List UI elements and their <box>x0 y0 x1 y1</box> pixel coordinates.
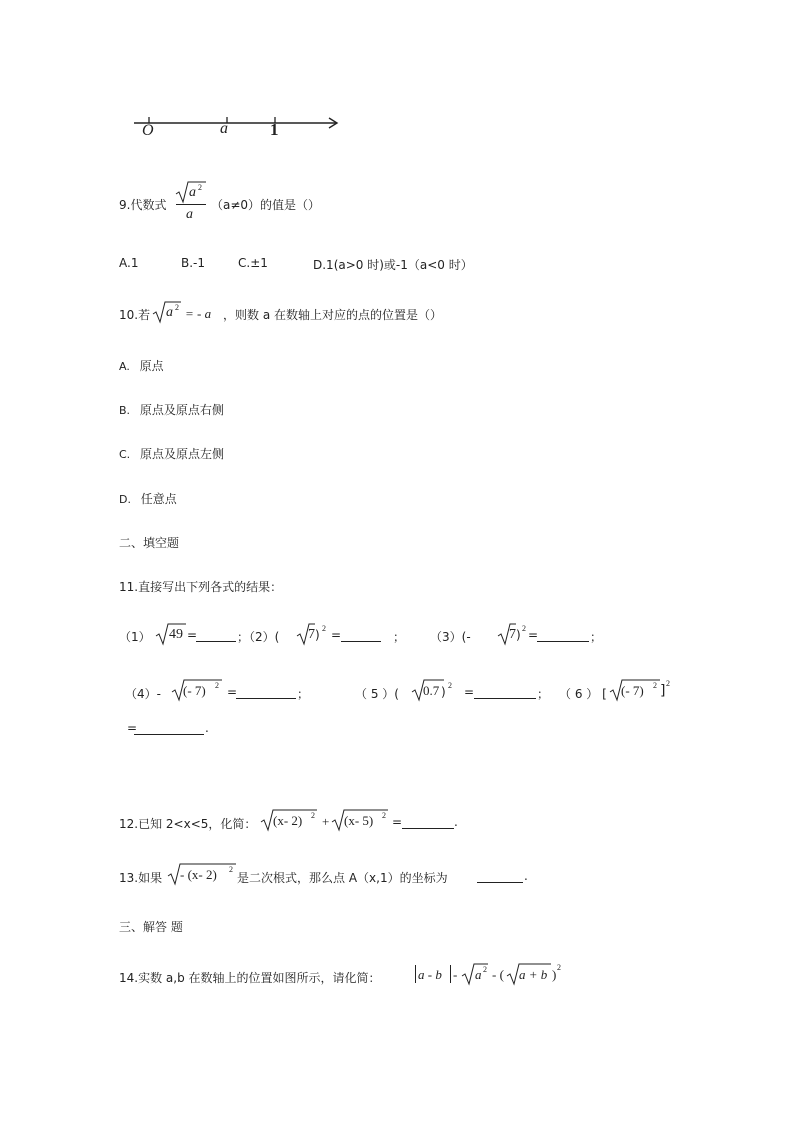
q10-rad-a: a <box>166 305 173 320</box>
q9-fraction-bar <box>176 204 206 205</box>
q14-minus-1: - <box>453 967 458 982</box>
q11-title: 11.直接写出下列各式的结果： <box>119 580 283 594</box>
q14-abs-expr: a - b <box>418 967 442 982</box>
q11-p3-sep: ； <box>590 630 603 644</box>
q11-p3-radicand: 7 <box>509 627 516 642</box>
q11-p2-radicand: 7 <box>308 627 315 642</box>
q12-exp-1: 2 <box>311 811 315 820</box>
q12-exp-2: 2 <box>382 811 386 820</box>
q11-p6-eq: = <box>127 721 138 735</box>
q11-p6-blank <box>134 723 204 735</box>
q11-p2-label: ；（2）( <box>237 630 280 644</box>
q11-p4-label: （4）- <box>125 687 161 701</box>
q12-prefix: 12.已知 2<x<5，化简： <box>119 817 257 831</box>
q11-p5-exp: 2 <box>448 681 452 690</box>
q11-p1-label: （1） <box>119 630 151 644</box>
q9-option-c: C.±1 <box>238 256 268 270</box>
q11-p2-exp: 2 <box>322 624 326 633</box>
q11-p6-close: ] <box>660 683 666 699</box>
q13-radicand: - (x- 2) <box>180 867 217 882</box>
q11-p1-blank <box>196 630 236 642</box>
q10-option-d <box>119 490 177 507</box>
q11-p6-radicand: (- 7) <box>621 683 644 698</box>
q13-exp: 2 <box>229 865 233 874</box>
q12-end: . <box>454 815 458 829</box>
q11-p3-exp: 2 <box>522 624 526 633</box>
q11-p6-label: （ 6 ） [ <box>559 687 607 701</box>
q10-option-b <box>119 401 224 418</box>
q10-option-a-text: 原点 <box>139 359 164 373</box>
q14-minus-2: - ( <box>492 967 504 982</box>
q9-num-exp: 2 <box>198 183 202 192</box>
q13-end: . <box>524 869 528 883</box>
q9-option-a: A.1 <box>119 256 139 270</box>
section-2-heading: 二、填空题 <box>119 536 180 550</box>
number-line-figure <box>128 108 348 148</box>
q11-p4-blank <box>236 687 296 699</box>
question-14 <box>119 962 579 988</box>
q11-p4-sep: ； <box>297 687 310 701</box>
q13-blank <box>477 871 523 883</box>
q10-option-c <box>119 445 224 462</box>
q10-option-a-letter: A. <box>119 360 130 373</box>
q9-den-a: a <box>186 207 193 222</box>
q9-prefix: 9.代数式 <box>119 198 167 212</box>
q11-p5-label: （ 5 ）( <box>355 687 399 701</box>
q11-p3-label: （3）(- <box>430 630 471 644</box>
q11-p5-blank <box>474 687 536 699</box>
q14-prefix: 14.实数 a,b 在数轴上的位置如图所示，请化简： <box>119 971 381 985</box>
q11-p4-exp: 2 <box>215 681 219 690</box>
section-3-heading: 三、解答 题 <box>119 920 183 934</box>
q11-p3-eq: = <box>528 628 539 642</box>
q11-p6-exp: 2 <box>666 679 670 688</box>
q12-radicand-2: (x- 5) <box>344 813 374 828</box>
q9-num-a: a <box>189 185 196 200</box>
q10-option-c-text: 原点及原点左侧 <box>140 447 225 461</box>
q14-close: ) <box>552 967 557 982</box>
q10-prefix: 10.若 <box>119 308 151 322</box>
q12-plus: + <box>322 814 330 829</box>
q9-fraction <box>175 180 207 226</box>
label-one: 1 <box>270 120 279 139</box>
q11-p5-sep: ； <box>537 687 550 701</box>
q11-p4-radicand: (- 7) <box>183 683 206 698</box>
q11-p2-eq: = <box>331 628 342 642</box>
q11-p5-eq: = <box>464 685 475 699</box>
question-10 <box>119 300 579 326</box>
q13-prefix: 13.如果 <box>119 871 163 885</box>
q9-option-b: B.-1 <box>181 256 206 270</box>
question-12 <box>119 808 479 834</box>
q14-rad2: a + b <box>519 967 548 982</box>
q11-row-3 <box>127 720 247 738</box>
q11-p3-close: ) <box>516 628 521 642</box>
q12-radicand-1: (x- 2) <box>273 813 303 828</box>
q11-p3-blank <box>537 630 589 642</box>
q11-p6-exp-inner: 2 <box>653 681 657 690</box>
q10-rad-exp: 2 <box>175 303 179 312</box>
q11-end: . <box>205 721 209 735</box>
question-13 <box>119 862 539 888</box>
q11-p1-radicand: 49 <box>169 627 183 642</box>
q10-option-d-letter: D. <box>119 493 131 506</box>
q11-p2-sep: ； <box>393 630 406 644</box>
q13-suffix: 是二次根式，那么点 A（x,1）的坐标为 <box>237 871 448 885</box>
label-a: a <box>220 120 228 137</box>
label-origin: O <box>142 122 154 139</box>
q14-rad-a: a <box>475 967 482 982</box>
number-line-svg <box>128 108 348 148</box>
q10-eq: = - a <box>185 306 212 321</box>
q12-blank <box>402 817 454 829</box>
q14-rad-exp: 2 <box>483 965 487 974</box>
q11-p2-close: ) <box>315 628 320 642</box>
q10-option-d-text: 任意点 <box>140 492 177 506</box>
q14-exp: 2 <box>557 963 561 972</box>
q11-p5-close: ) <box>441 685 446 699</box>
q11-p5-radicand: 0.7 <box>423 683 440 698</box>
q14-abs-left-bar <box>415 965 416 983</box>
q9-option-d: D.1(a>0 时)或-1（a<0 时） <box>313 258 473 272</box>
q14-abs-right-bar <box>450 965 451 983</box>
q10-option-c-letter: C. <box>119 448 131 461</box>
q10-option-b-letter: B. <box>119 404 131 417</box>
q11-p2-blank <box>341 630 381 642</box>
q9-condition: （a≠0）的值是（） <box>211 198 321 212</box>
q10-suffix: ，则数 a 在数轴上对应的点的位置是（） <box>223 308 442 322</box>
q12-eq: = <box>392 815 403 829</box>
q11-row-1 <box>119 622 603 648</box>
q11-p1-eq: = <box>187 628 198 642</box>
q10-option-b-text: 原点及原点右侧 <box>139 403 224 417</box>
question-9 <box>119 180 539 230</box>
q10-option-a <box>119 357 164 374</box>
q11-row-2 <box>119 678 679 704</box>
q11-p4-eq: = <box>227 685 238 699</box>
